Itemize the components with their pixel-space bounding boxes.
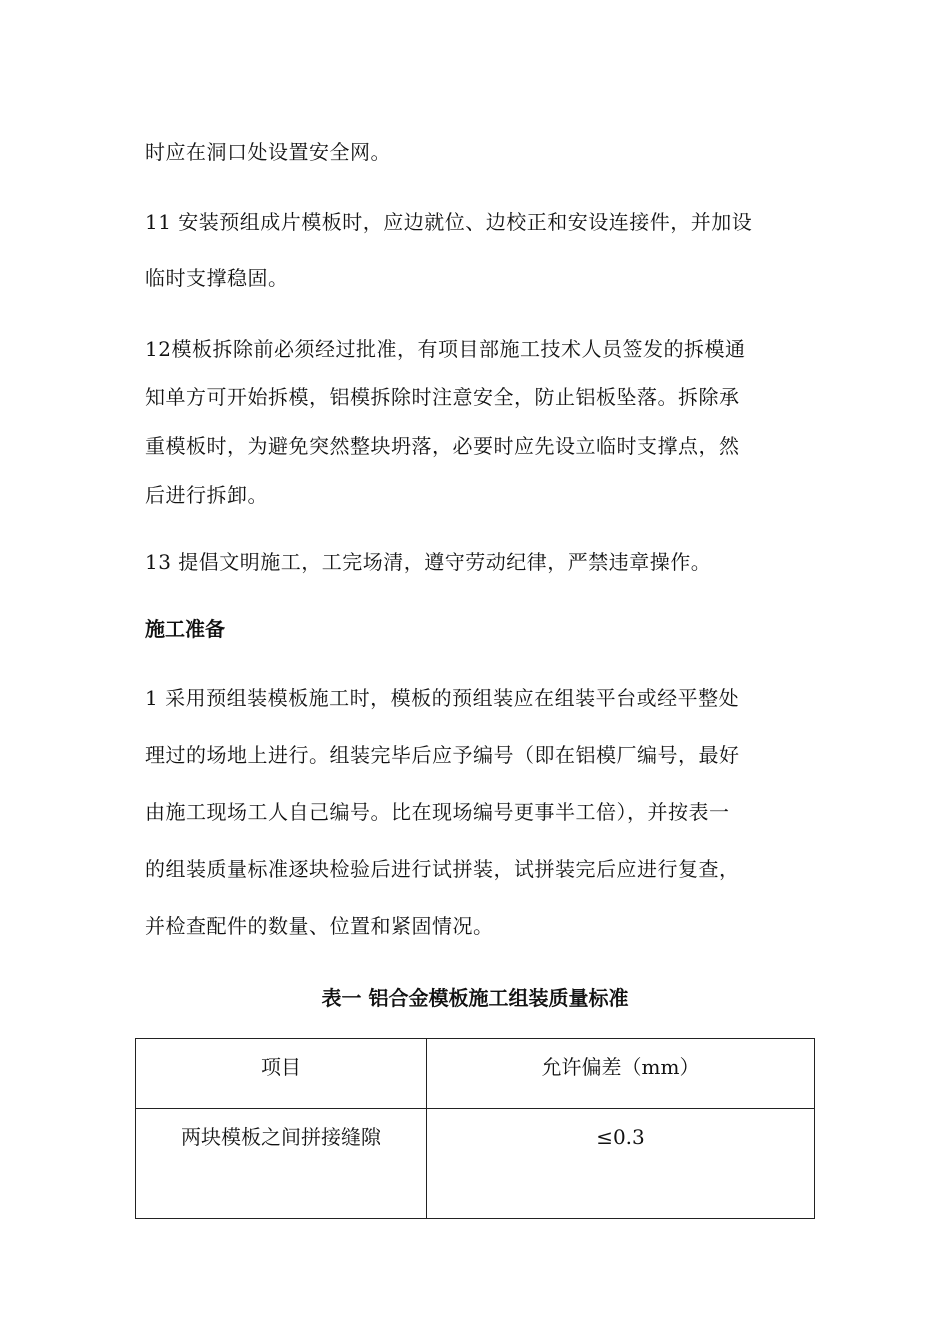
table-header-row xyxy=(136,1039,815,1109)
text-line: 12模板拆除前必须经过批准，有项目部施工技术人员签发的拆模通 xyxy=(145,337,746,361)
text-line: 临时支撑稳固。 xyxy=(145,266,289,290)
cell-tolerance: ≤0.3 xyxy=(427,1109,815,1219)
table-title: 表一 铝合金模板施工组装质量标准 xyxy=(321,986,629,1010)
text-line: 并检查配件的数量、位置和紧固情况。 xyxy=(145,914,494,938)
header-item: 项目 xyxy=(136,1039,427,1109)
text-line: 理过的场地上进行。组装完毕后应予编号（即在铝模厂编号，最好 xyxy=(145,743,740,767)
quality-standard-table xyxy=(135,1038,815,1219)
text-line: 1 采用预组装模板施工时，模板的预组装应在组装平台或经平整处 xyxy=(145,686,740,710)
header-tolerance: 允许偏差（mm） xyxy=(427,1039,815,1109)
section-heading: 施工准备 xyxy=(145,617,225,641)
text-line: 11 安装预组成片模板时，应边就位、边校正和安设连接件，并加设 xyxy=(145,210,753,234)
cell-item: 两块模板之间拼接缝隙 xyxy=(136,1109,427,1219)
text-line: 后进行拆卸。 xyxy=(145,483,268,507)
table-row xyxy=(136,1109,815,1219)
text-line: 时应在洞口处设置安全网。 xyxy=(145,140,391,164)
text-line: 13 提倡文明施工，工完场清，遵守劳动纪律，严禁违章操作。 xyxy=(145,550,712,574)
text-line: 的组装质量标准逐块检验后进行试拼装，试拼装完后应进行复查， xyxy=(145,857,740,881)
text-line: 由施工现场工人自己编号。比在现场编号更事半工倍），并按表一 xyxy=(145,800,730,824)
text-line: 重模板时，为避免突然整块坍落，必要时应先设立临时支撑点，然 xyxy=(145,434,740,458)
text-line: 知单方可开始拆模，铝模拆除时注意安全，防止铝板坠落。拆除承 xyxy=(145,385,740,409)
